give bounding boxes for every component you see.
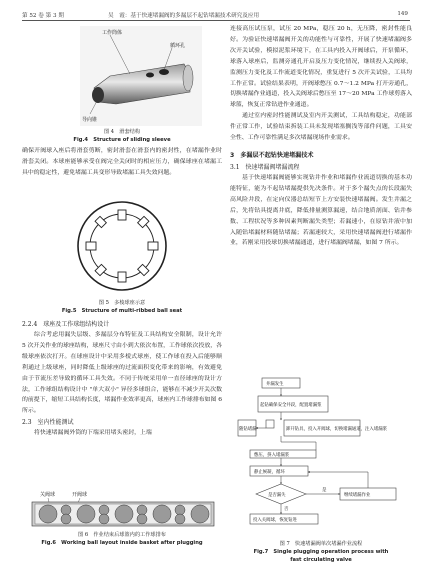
node-continue: 继续堵漏作业 xyxy=(344,493,371,498)
plugging-process-flowchart xyxy=(236,376,408,536)
label-circulation-hole: 循环孔 xyxy=(170,43,186,49)
label-no: 否 xyxy=(284,507,289,512)
figure-6-caption-en: Fig.6 Working ball layout inside basket after plugging xyxy=(41,540,203,546)
figure-7-caption-cn: 图 7 快速堵漏阀单次堵漏作业流程 xyxy=(279,541,363,547)
right-paragraph-2: 通过室内密封性能测试及室内开关测试，工具结构稳定，功能部件正常工作，试验结束拆装工具未发现堵塞搁浅等部件问题，工具安全性、工作可靠性满足多次堵漏现场作业需求。 xyxy=(230,113,412,142)
figure-7-caption-en-2: fast circulating valve xyxy=(290,557,352,563)
node-follow-plugging: 随钻堵漏 xyxy=(239,427,257,432)
ribbed-ball-seat-drawing xyxy=(76,198,168,294)
section-2-3-body: 将快速堵漏阀外筒的下端采用堵头密封，上端 xyxy=(34,430,152,437)
right-paragraph-1: 连接高压试压泵，试压 20 MPa，稳压 20 h，无压降，密封性能良好。为验证快速堵漏阀开关的功能性与可靠性，开展了快速堵漏阀多次开关试验，模拟泥浆环境下，在工具内投入开阀球后，开泵循环，球落入球座后，监测旁通孔开启及压力变化情况，继续投入关阀球，监测压力变化及工作流道变化情况，重复进行 5 次开关试验，工具均工作正常。试验结果表明，开阀球憋压 0.7～1.2 MPa 打开旁通孔，切换堵漏作业通道，投入关阀球后憋压至 17～20 MPa 工作球剪落入球篮，恢复正常钻进作业通道。 xyxy=(230,26,412,109)
page-header xyxy=(22,9,410,21)
label-guide-cone: 导向锥 xyxy=(82,117,98,123)
figure-5-caption-en: Fig.5 Structure of multi-ribbed ball seat xyxy=(61,308,183,314)
section-2-2-4-body: 综合考虑用漏失层级、多漏层分布特征及工具结构安全限制，设计允许 5 次开关作业的球座结构，球座尺寸由小到大依次布置，工作球依次投放，各级球座依次打开。在球座设计中采用多棱式球座，使工作球在投入后能够顺利通过上级球座，同时降低上级球座的过流面积变化带来的影响，有效避免由于节流压差导致的循环工具失效。不同于传统采用单一直径球座的设计方法，工作球组结构设计中 "单大双小" 异径多球组合，能够在不减少开关次数的前提下，缩短工具结构长度，堵漏作业效率更高，球座内工作球排布如图 6 所示。 xyxy=(22,332,223,415)
label-close-ball: 关阀球 xyxy=(40,492,56,498)
left-paragraph-1: 确保开阀球入座后将滑套剪断，密封滑套在滑套内的密封性，在堵漏作业时滑套关闭。本球座能够承受在阀完全关闭时的相应压力，确保球座在堵漏工具中的稳定性，避免堵漏工具变形导致堵漏工具失效问题。 xyxy=(22,148,222,176)
figure-6-caption-cn: 图 6 作业结束后球篮内的工作球排布 xyxy=(78,532,166,538)
figure-5 xyxy=(76,198,168,294)
label-open-ball: 开阀球 xyxy=(72,492,88,498)
label-yes: 是 xyxy=(322,488,327,493)
figure-6 xyxy=(30,488,216,528)
node-close: 投入关阀球，恢复钻进 xyxy=(253,518,297,523)
section-3-title: 3 多漏层不起钻快速堵漏技术 xyxy=(230,151,314,159)
figure-4-caption-cn: 图 4 滑套结构 xyxy=(103,129,141,135)
node-deploy: 起钻确保安全井段，配置堵漏浆 xyxy=(260,403,322,408)
figure-7-flowchart xyxy=(236,376,408,536)
figure-4-caption xyxy=(22,128,222,144)
section-3-1-title: 3.1 快速堵漏阀堵漏流程 xyxy=(230,163,300,171)
ball-basket-layout xyxy=(30,488,216,528)
node-decide: 是否漏失 xyxy=(268,493,286,498)
section-3-1-body: 基于快速堵漏阀能够实现钻井作业和堵漏作业流道切换的基本功能特征，能为不起钻堵漏提供先决条件。对于多个漏失点的长段漏失高风险井段，在定向仪器总结短节上方安装快速堵漏阀。发生井漏之后，先将钻具提离井底，降低排量测算漏速，结合地质剖面、钻井参数、工程状况等多种因素判断漏失类型；若漏速小，在原钻井液中加入随钻堵漏材料随钻堵漏；若漏速较大，采用快速堵漏阀进行堵漏作业，若刚采用投球切换堵漏通道，进行堵漏阀堵漏，如图 7 所示。 xyxy=(230,174,412,247)
right-text xyxy=(230,24,412,249)
journal-issue: 第 52 卷 第 3 期 xyxy=(22,13,64,19)
label-tool-sleeve: 工作筒体 xyxy=(102,30,123,36)
figure-7-caption-en-1: Fig.7 Single plugging operation process with xyxy=(253,549,389,555)
running-title: 吴 霞：基于快速堵漏阀的多漏层不起钻堵漏技术研究及应用 xyxy=(108,13,260,19)
node-start: 井漏发生 xyxy=(266,382,284,387)
node-cycle: 静止候凝，循环 xyxy=(254,470,285,475)
figure-7-caption xyxy=(230,540,412,564)
section-2-2-4 xyxy=(22,319,222,439)
node-action: 卸开钻具，投入开阀球，切换堵漏通道，注入堵漏浆 xyxy=(286,427,387,432)
figure-5-caption xyxy=(22,299,222,315)
sliding-sleeve-photo xyxy=(80,26,202,126)
figure-6-caption xyxy=(22,531,222,547)
figure-5-caption-cn: 图 5 多棱球座示意 xyxy=(98,300,146,306)
section-2-2-4-title: 2.2.4 球座及工作球组结构设计 xyxy=(22,321,110,328)
page-number: 149 xyxy=(397,11,408,17)
figure-4 xyxy=(80,26,202,126)
figure-4-caption-en: Fig.4 Structure of sliding sleeve xyxy=(73,137,171,143)
node-pump: 憋压，挤入堵漏浆 xyxy=(254,453,290,458)
section-2-3-title: 2.3 室内性能测试 xyxy=(22,419,74,427)
